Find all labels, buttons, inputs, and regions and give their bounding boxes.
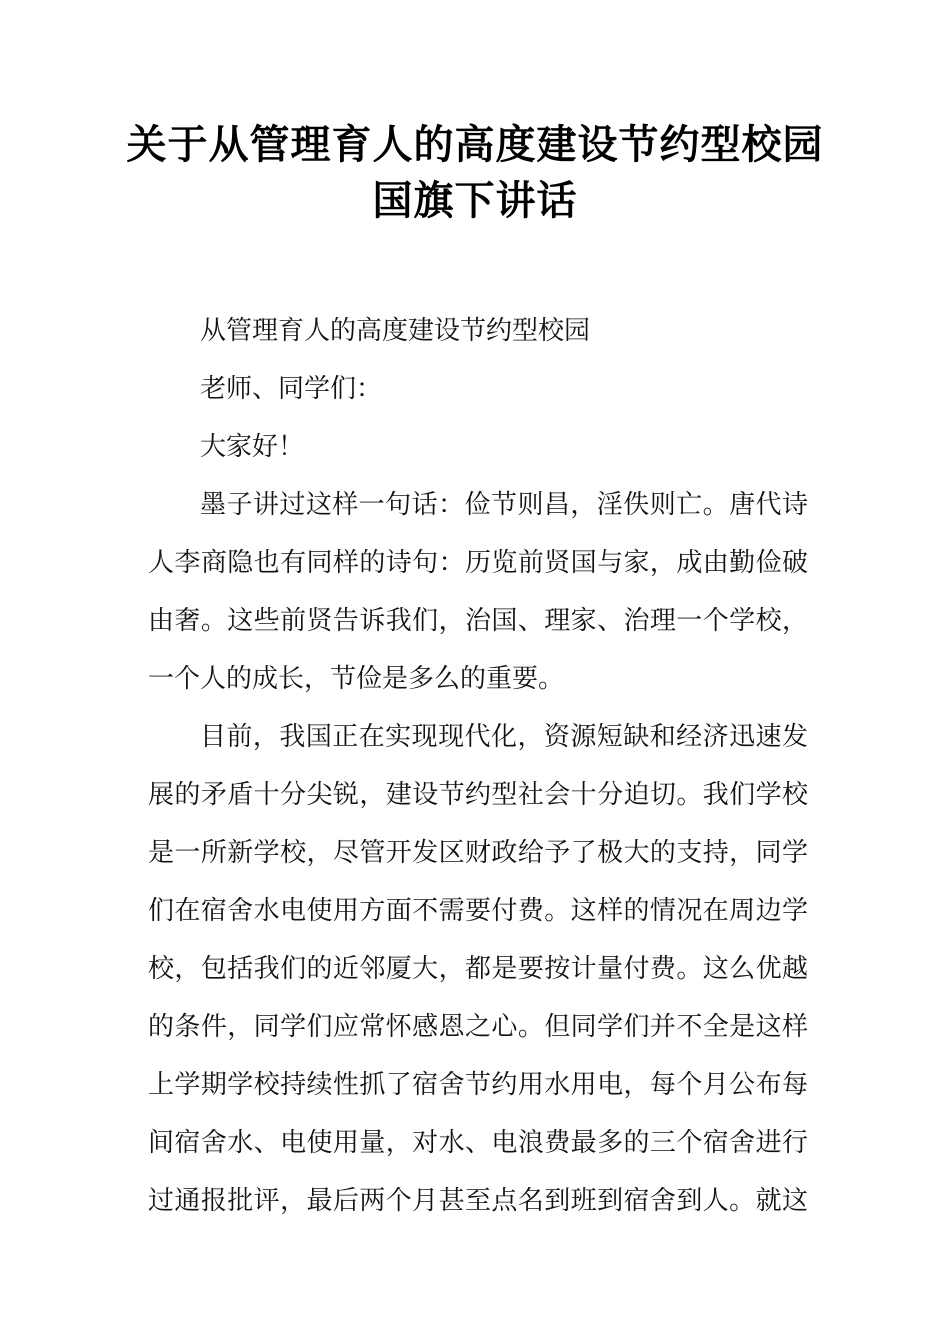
- paragraph-2-line-6: 的条件，同学们应常怀感恩之心。但同学们并不全是这样: [148, 1012, 808, 1042]
- paragraph-1-line-1: 墨子讲过这样一句话：俭节则昌，淫佚则亡。唐代诗: [200, 490, 808, 520]
- document-title-line-2: 国旗下讲话: [372, 178, 578, 224]
- paragraph-2-line-3: 是一所新学校，尽管开发区财政给予了极大的支持，同学: [148, 838, 808, 868]
- subtitle-line: 从管理育人的高度建设节约型校园: [200, 316, 591, 346]
- salutation-line: 老师、同学们：: [200, 374, 383, 404]
- paragraph-2-line-5: 校，包括我们的近邻厦大，都是要按计量付费。这么优越: [148, 954, 808, 984]
- greeting-line: 大家好！: [200, 432, 305, 462]
- paragraph-1-line-3: 由奢。这些前贤告诉我们，治国、理家、治理一个学校，: [148, 606, 808, 636]
- paragraph-2-line-8: 间宿舍水、电使用量，对水、电浪费最多的三个宿舍进行: [148, 1128, 808, 1158]
- paragraph-2-line-7: 上学期学校持续性抓了宿舍节约用水用电，每个月公布每: [148, 1070, 808, 1100]
- document-title-line-1: 关于从管理育人的高度建设节约型校园: [126, 122, 824, 168]
- paragraph-2-line-2: 展的矛盾十分尖锐，建设节约型社会十分迫切。我们学校: [148, 780, 808, 810]
- paragraph-1-line-4: 一个人的成长，节俭是多么的重要。: [148, 664, 565, 694]
- paragraph-2-line-4: 们在宿舍水电使用方面不需要付费。这样的情况在周边学: [148, 896, 808, 926]
- document-body: [148, 302, 808, 1230]
- paragraph-2-line-9: 过通报批评，最后两个月甚至点名到班到宿舍到人。就这: [148, 1186, 808, 1216]
- paragraph-2-line-1: 目前，我国正在实现现代化，资源短缺和经济迅速发: [200, 722, 808, 752]
- paragraph-1-line-2: 人李商隐也有同样的诗句：历览前贤国与家，成由勤俭破: [148, 548, 808, 578]
